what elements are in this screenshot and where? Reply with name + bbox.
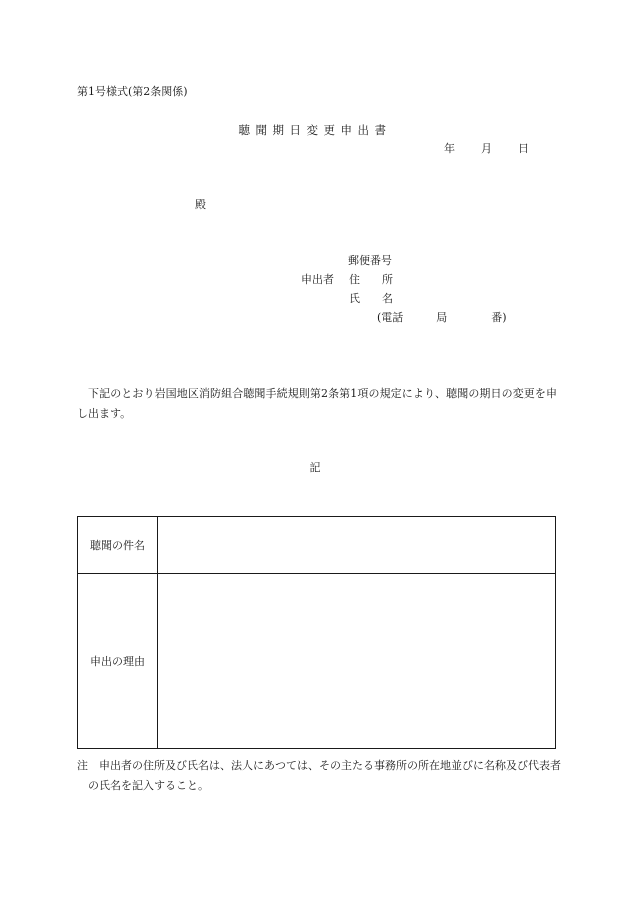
date-month: 月 — [481, 142, 492, 155]
applicant-label: 申出者 — [301, 273, 334, 286]
date-year: 年 — [444, 142, 455, 155]
body-paragraph: 下記のとおり岩国地区消防組合聴聞手続規則第2条第1項の規定により、聴聞の期日の変更を申し出ます。 — [77, 387, 557, 420]
subject-value[interactable] — [158, 517, 556, 574]
table-row-reason — [78, 574, 556, 749]
request-table — [77, 516, 556, 749]
form-number: 第1号様式(第2条関係) — [77, 85, 188, 98]
date-day: 日 — [518, 142, 529, 155]
note-mark: 注 — [77, 759, 88, 772]
postal-code-label: 郵便番号 — [348, 254, 392, 267]
ki-heading: 記 — [309, 461, 321, 474]
date-line — [444, 143, 529, 154]
note-text: 申出者の住所及び氏名は、法人にあつては、その主たる事務所の所在地並びに名称及び代表者の氏名を記入すること。 — [88, 759, 561, 792]
document-title: 聴聞期日変更申出書 — [238, 123, 392, 137]
phone-label: (電話 局 番) — [377, 311, 507, 324]
address-label: 住 所 — [349, 273, 393, 286]
subject-label: 聴聞の件名 — [78, 517, 158, 574]
reason-value[interactable] — [158, 574, 556, 749]
name-label: 氏 名 — [349, 292, 393, 305]
footnote — [77, 756, 568, 796]
addressee-suffix: 殿 — [195, 198, 206, 211]
reason-label: 申出の理由 — [78, 574, 158, 749]
table-row-subject — [78, 517, 556, 574]
